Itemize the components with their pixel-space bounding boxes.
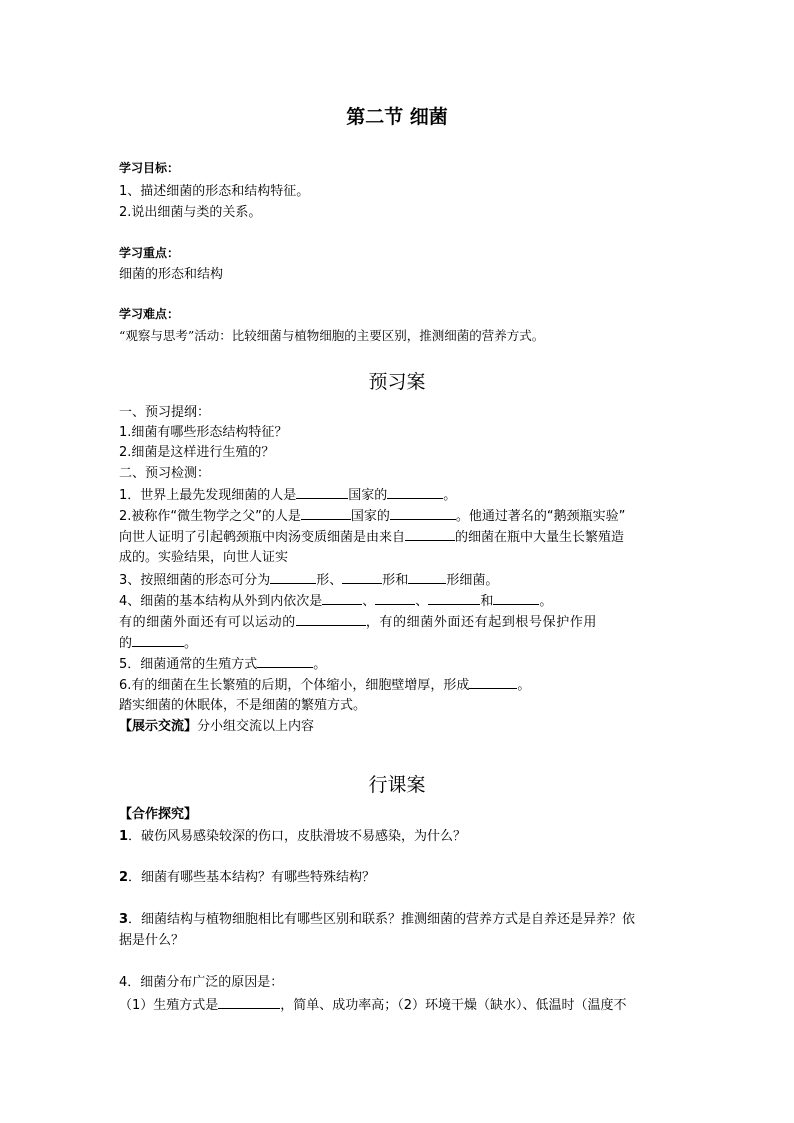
- fill-blank[interactable]: [387, 486, 443, 499]
- fill-blank[interactable]: [405, 528, 455, 541]
- fill-blank[interactable]: [218, 996, 280, 1009]
- check-question-6: 6.有的细菌在生长繁殖的后期，个体缩小，细胞壁增厚，形成 。: [119, 678, 531, 693]
- class-question-3: 3．细菌结构与植物细胞相比有哪些区别和联系？推测细菌的营养方式是自养还是异养？依: [119, 912, 636, 927]
- outline-heading: 一、预习提纲：: [119, 405, 211, 420]
- outline-item: 2.细菌是这样进行生殖的？: [119, 445, 275, 460]
- fill-blank[interactable]: [132, 634, 184, 647]
- check-question-1: 1．世界上最先发现细菌的人是 国家的 。: [119, 488, 457, 503]
- key-points-heading: 学习重点：: [119, 246, 180, 260]
- fill-blank[interactable]: [270, 571, 316, 584]
- fill-blank[interactable]: [296, 486, 348, 499]
- coop-heading: 【合作探究】: [119, 807, 198, 822]
- key-points-text: 细菌的形态和结构: [119, 267, 224, 282]
- check-question-5: 5．细菌通常的生殖方式 。: [119, 657, 327, 672]
- share-label: 【展示交流】: [119, 719, 198, 734]
- difficulties-text: “观察与思考”活动：比较细菌与植物细胞的主要区别，推测细菌的营养方式。: [119, 328, 545, 343]
- check-question-4: 4、细菌的基本结构从外到内依次是 、 、 和 。: [119, 594, 553, 609]
- fill-blank[interactable]: [428, 592, 480, 605]
- class-section-title: 行课案: [368, 774, 426, 796]
- share-note: 【展示交流】分小组交流以上内容: [119, 719, 315, 734]
- fill-blank[interactable]: [390, 507, 456, 520]
- objective-item: 2.说出细菌与类的关系。: [119, 205, 262, 220]
- fill-blank[interactable]: [322, 592, 362, 605]
- check-question-6-cont: 踏实细菌的休眠体，不是细菌的繁殖方式。: [119, 698, 367, 713]
- class-question-4-cont: （1）生殖方式是 ，简单、成功率高；（2）环境干燥（缺水）、低温时（温度不: [119, 998, 627, 1013]
- check-heading: 二、预习检测：: [119, 466, 211, 481]
- class-question-1: 1．破伤风易感染较深的伤口，皮肤滑坡不易感染，为什么？: [119, 829, 467, 844]
- class-question-2: 2．细菌有哪些基本结构？有哪些特殊结构？: [119, 870, 376, 885]
- fill-blank[interactable]: [493, 592, 539, 605]
- fill-blank[interactable]: [296, 613, 366, 626]
- fill-blank[interactable]: [342, 571, 382, 584]
- check-question-3: 3、按照细菌的形态可分为 形、 形和 形细菌。: [119, 573, 499, 588]
- objectives-heading: 学习目标：: [119, 161, 180, 175]
- check-question-2-cont: 向世人证明了引起鹌颈瓶中肉汤变质细菌是由来自 的细菌在瓶中大量生长繁殖造: [119, 530, 625, 545]
- difficulties-heading: 学习难点：: [119, 307, 180, 321]
- check-question-4-cont: 有的细菌外面还有可以运动的 ，有的细菌外面还有起到根号保护作用: [119, 615, 598, 630]
- page-title: 第二节 细菌: [346, 106, 448, 128]
- fill-blank[interactable]: [257, 655, 313, 668]
- fill-blank[interactable]: [408, 571, 446, 584]
- class-question-3-cont: 据是什么？: [119, 933, 185, 948]
- check-question-2-cont: 成的。实验结果，向世人证实: [119, 550, 289, 565]
- fill-blank[interactable]: [469, 676, 517, 689]
- check-question-4-cont: 的 。: [119, 636, 198, 651]
- fill-blank[interactable]: [375, 592, 415, 605]
- check-question-2: 2.被称作“微生物学之父”的人是 国家的 。他通过著名的“鹅颈瓶实验”: [119, 509, 626, 524]
- preview-section-title: 预习案: [368, 371, 426, 393]
- outline-item: 1.细菌有哪些形态结构特征？: [119, 425, 288, 440]
- class-question-4: 4．细菌分布广泛的原因是：: [119, 975, 284, 990]
- fill-blank[interactable]: [301, 507, 351, 520]
- objective-item: 1、描述细菌的形态和结构特征。: [119, 184, 310, 199]
